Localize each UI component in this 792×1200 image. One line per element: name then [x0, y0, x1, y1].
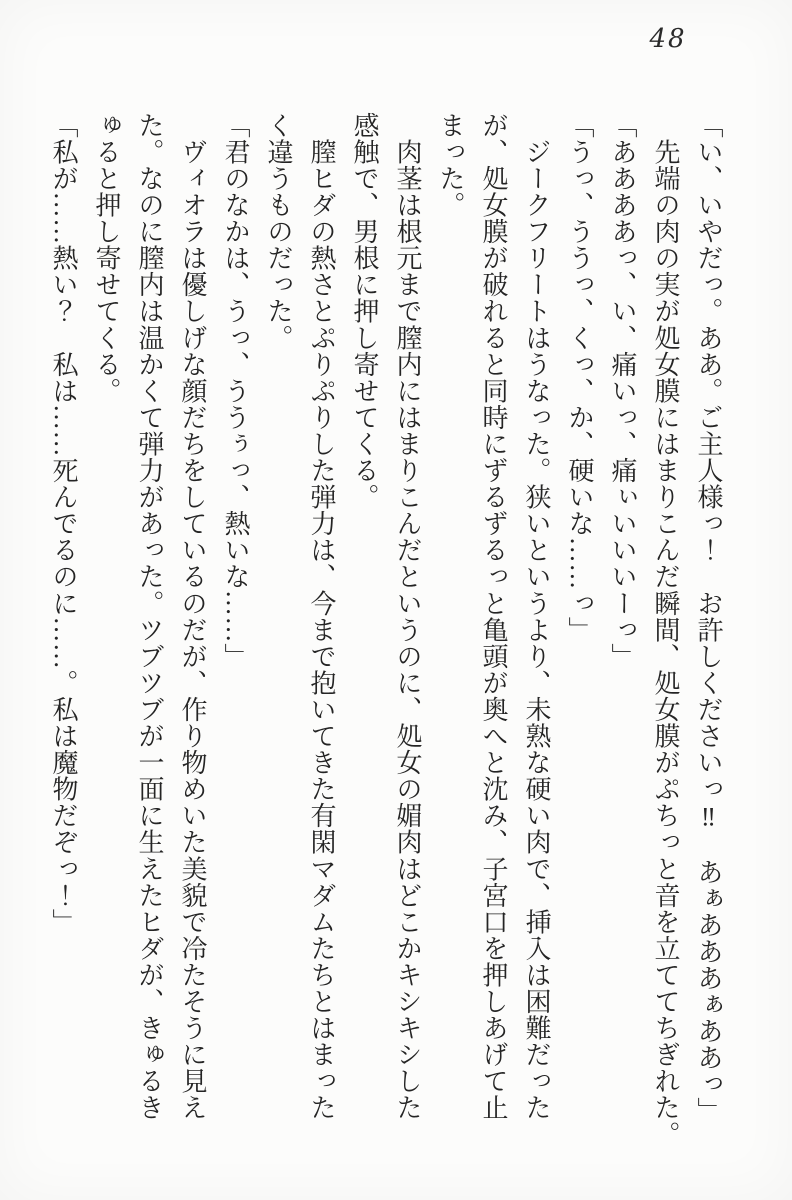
text-line: 「私が……熱い？ 私は……死んでるのに……。私は魔物だぞっ！」 [49, 112, 78, 936]
text-line: が、処女膜が破れると同時にずるずるっと亀頭が奥へと沈み、子宮口を押しあげて止 [479, 112, 508, 1121]
text-line: た。なのに膣内は温かくて弾力があった。ツブツブが一面に生えたヒダが、きゅるき [135, 112, 164, 1121]
text-line: ヴィオラは優しげな顔だちをしているのだが、作り物めいた美貌で冷たそうに見え [178, 112, 207, 1121]
text-line: 「うっ、ううっ、くっ、か、硬いな……っ」 [565, 112, 594, 643]
text-line: まった。 [436, 112, 465, 219]
text-area [40, 112, 730, 1154]
text-line: 肉茎は根元まで膣内にはまりこんだというのに、処女の媚肉はどこかキシキシした [393, 112, 422, 1121]
text-line: ゅると押し寄せてくる。 [92, 112, 121, 405]
text-line: 「ああああっ、い、痛いっ、痛ぃいいいーっ」 [608, 112, 637, 670]
text-line: 膣ヒダの熱さとぷりぷりした弾力は、今まで抱いてきた有閑マダムたちとはまった [307, 112, 336, 1121]
text-line: 「い、いやだっ。ああ。ご主人様っ！ お許しくださいっ‼ あぁあああぁああっ」 [694, 112, 723, 1124]
text-line: く違うものだった。 [264, 112, 293, 351]
text-line: 先端の肉の実が処女膜にはまりこんだ瞬間、処女膜がぷちっと音を立ててちぎれた。 [651, 112, 680, 1148]
text-line: 「君のなかは、うっ、ううぅっ、熱いな……」 [221, 112, 250, 670]
text-line: 感触で、男根に押し寄せてくる。 [350, 112, 379, 511]
page-number: 48 [649, 24, 687, 54]
text-line: ジークフリートはうなった。狭いというより、未熟な硬い肉で、挿入は困難だった [522, 112, 551, 1121]
